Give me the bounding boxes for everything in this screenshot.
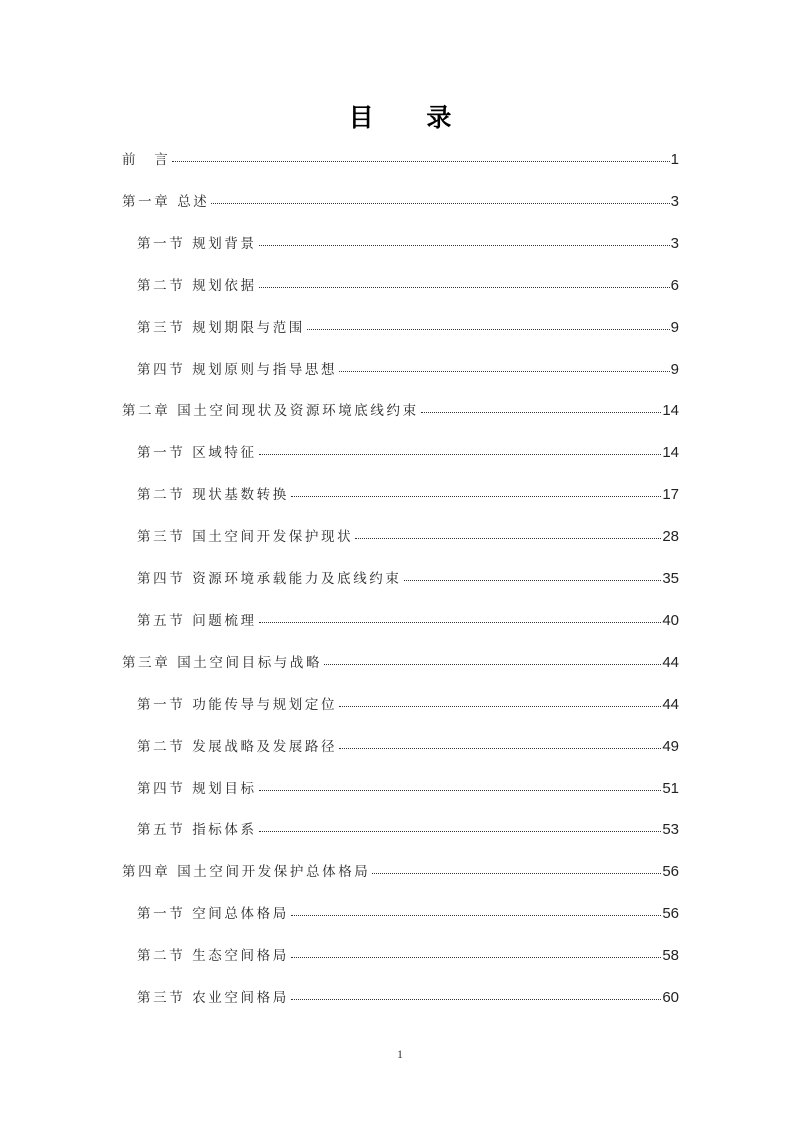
toc-entry-page: 3 [670,192,679,210]
toc-entry-label: 第三节 农业空间格局 [137,990,289,1006]
toc-entry-page: 9 [670,360,679,378]
toc-entry-section[interactable] [137,986,679,1010]
toc-entry-page: 58 [662,947,679,965]
toc-entry-page: 56 [662,905,679,923]
toc-entry-page: 44 [662,695,679,713]
toc-entry-section[interactable] [137,316,679,340]
toc-entry-page: 1 [670,151,679,168]
toc-entry-label: 第四节 规划原则与指导思想 [137,361,338,378]
toc-entry-section[interactable] [137,693,679,717]
toc-entry-page: 28 [662,528,679,546]
toc-entry-page: 40 [662,611,679,629]
toc-entry-label: 第三节 国土空间开发保护现状 [137,529,354,546]
toc-entry-label: 第一节 功能传导与规划定位 [137,696,338,713]
dot-leader [291,999,662,1000]
toc-entry-section[interactable] [137,777,679,801]
toc-entry-label: 第一章 总述 [122,193,210,210]
toc-entry-page: 51 [662,779,679,797]
dot-leader [324,664,661,665]
dot-leader [355,538,661,539]
toc-entry-section[interactable] [137,567,679,591]
toc-entry-page: 60 [662,989,679,1006]
toc-entry-chapter[interactable] [122,860,679,884]
toc-entry-page: 44 [662,653,679,671]
toc-entry-page: 3 [670,234,679,252]
toc-entry-label: 第一节 规划背景 [137,235,257,252]
dot-leader [259,245,670,246]
toc-entry-page: 9 [670,318,679,336]
toc-entry-label: 第二节 现状基数转换 [137,487,289,504]
toc-entry-page: 6 [670,276,679,294]
toc-entry-label: 第二节 生态空间格局 [137,948,289,965]
dot-leader [339,706,661,707]
toc-entry-section[interactable] [137,609,679,633]
dot-leader [259,790,662,791]
dot-leader [259,287,670,288]
toc-entry-section[interactable] [137,232,679,256]
toc-entry-section[interactable] [137,274,679,298]
footer-page-number: 1 [397,1047,403,1061]
toc-entry-section[interactable] [137,525,679,549]
dot-leader [291,957,662,958]
toc-entry-label: 第三章 国土空间目标与战略 [122,654,323,671]
toc-entry-label: 第一节 区域特征 [137,445,257,462]
toc-entry-section[interactable] [137,358,679,382]
toc-entry-page: 17 [662,486,679,504]
toc-entry-page: 49 [662,737,679,755]
dot-leader [421,412,662,413]
toc-entry-label: 第二节 规划依据 [137,277,257,294]
toc-entry-section[interactable] [137,483,679,507]
toc-entry-label: 第四节 资源环境承载能力及底线约束 [137,571,402,587]
dot-leader [291,496,662,497]
toc-entry-section[interactable] [137,735,679,759]
dot-leader [259,454,662,455]
toc-entry-page: 14 [662,402,679,420]
toc-entry-page: 56 [662,863,679,881]
toc-entry-chapter[interactable] [122,399,679,423]
toc-entry-preface[interactable] [122,148,679,172]
toc-entry-page: 14 [662,444,679,462]
dot-leader [291,915,662,916]
toc-entry-section[interactable] [137,944,679,968]
toc-entry-label: 第一节 空间总体格局 [137,906,289,923]
dot-leader [259,831,662,832]
dot-leader [172,161,669,162]
toc-entry-section[interactable] [137,818,679,842]
dot-leader [339,371,670,372]
toc-entry-section[interactable] [137,441,679,465]
dot-leader [372,873,661,874]
dot-leader [339,748,661,749]
toc-entry-label: 第五节 指标体系 [137,822,257,839]
dot-leader [404,580,662,581]
toc-entry-label: 第二节 发展战略及发展路径 [137,738,338,755]
toc-title: 目 录 [348,103,474,132]
toc-entry-page: 53 [662,821,679,839]
dot-leader [259,622,662,623]
toc-entry-chapter[interactable] [122,651,679,675]
toc-entry-label: 第四章 国土空间开发保护总体格局 [122,864,371,881]
dot-leader [307,329,670,330]
toc-entry-label: 前 言 [122,152,171,168]
toc-entry-page: 35 [662,570,679,587]
toc-entry-label: 第四节 规划目标 [137,780,257,797]
toc-entry-label: 第三节 规划期限与范围 [137,319,305,336]
toc-entry-chapter[interactable] [122,190,679,214]
toc-entry-section[interactable] [137,902,679,926]
toc-entry-label: 第二章 国土空间现状及资源环境底线约束 [122,403,419,420]
toc-entry-label: 第五节 问题梳理 [137,612,257,629]
dot-leader [211,203,669,204]
